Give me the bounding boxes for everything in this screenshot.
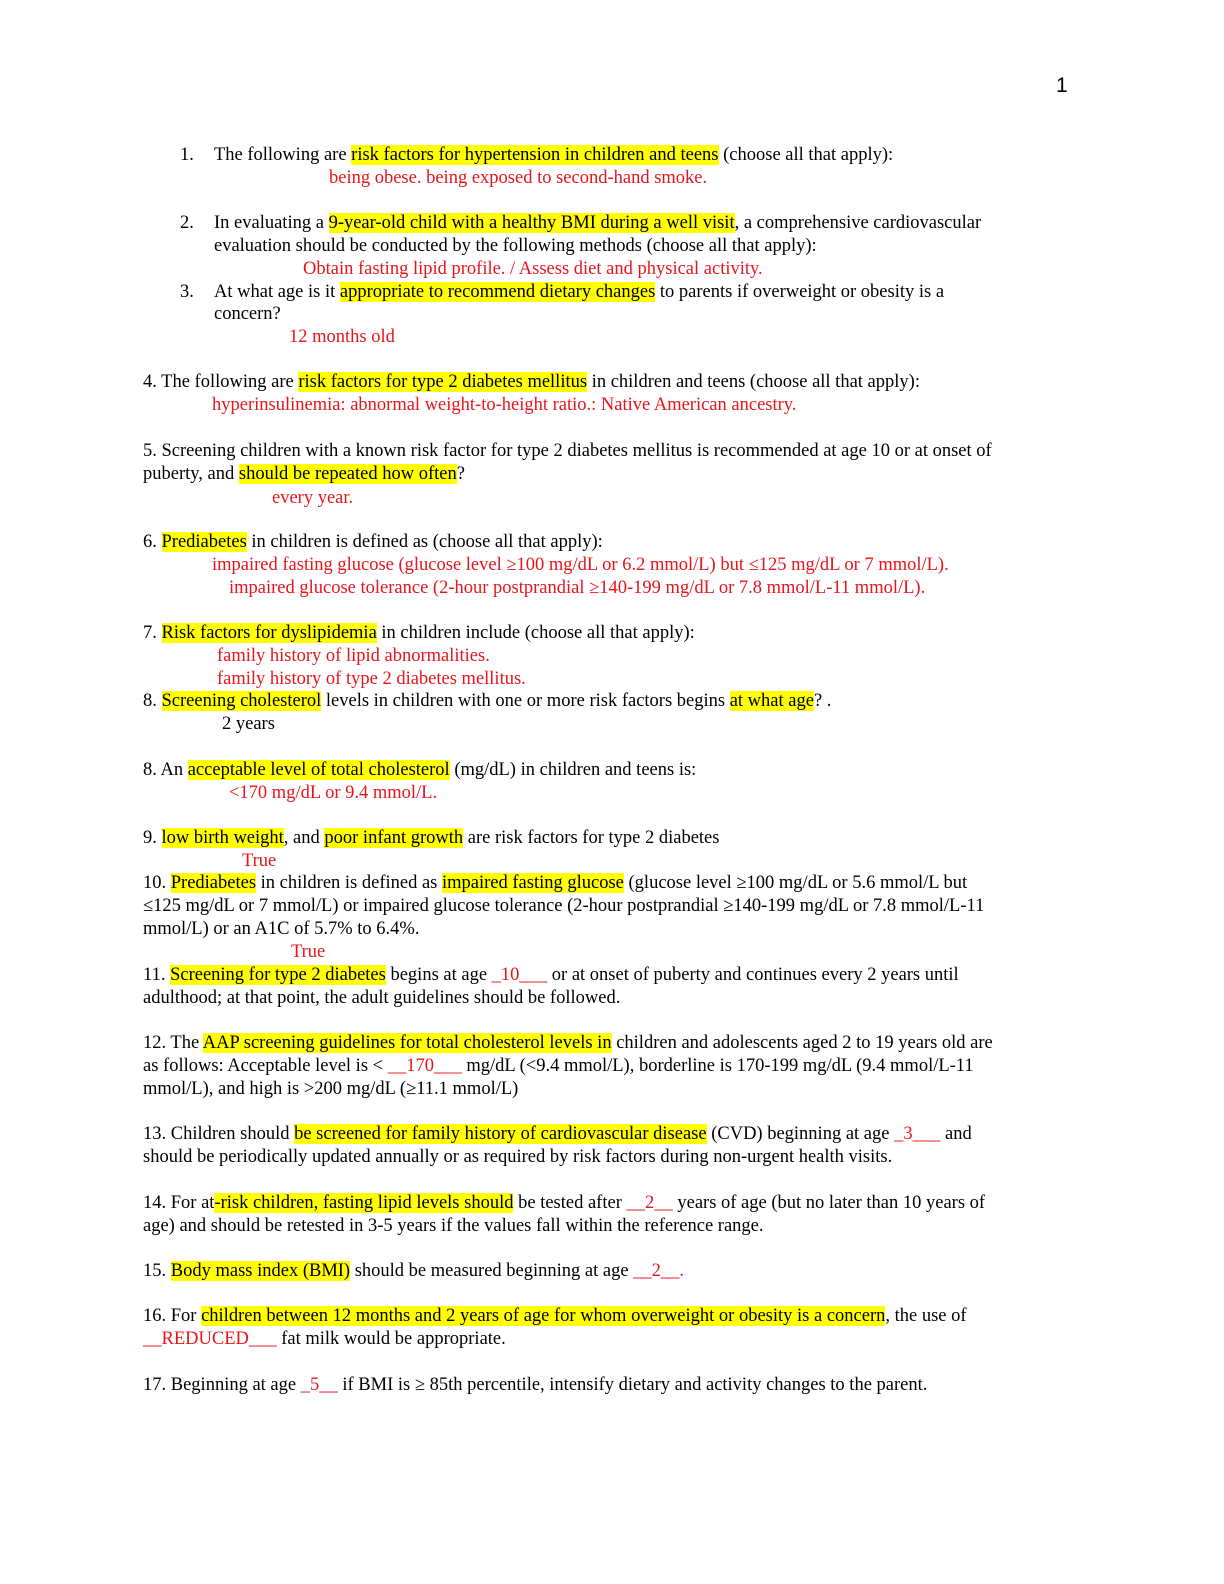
- answer-5: every year.: [272, 488, 354, 508]
- question-11-line-2: adulthood; at that point, the adult guidelines should be followed.: [143, 988, 621, 1008]
- question-14: 14. For at-risk children, fasting lipid levels should be tested after __2__ years of age (but no later than 10 years of: [143, 1193, 986, 1213]
- question-10-line-3: mmol/L) or an A1C of 5.7% to 6.4%.: [143, 919, 420, 939]
- question-4: 4. The following are risk factors for type 2 diabetes mellitus in children and teens (choose all that apply):: [143, 372, 920, 392]
- highlight: Prediabetes: [161, 532, 247, 552]
- answer-6-line-2: impaired glucose tolerance (2-hour postprandial ≥140-199 mg/dL or 7.8 mmol/L-11 mmol/L).: [229, 578, 926, 598]
- question-8b: 8. An acceptable level of total cholesterol (mg/dL) in children and teens is:: [143, 760, 697, 780]
- question-3: 3. At what age is it appropriate to recommend dietary changes to parents if overweight or obesity is a: [180, 282, 945, 302]
- question-17: 17. Beginning at age _5__ if BMI is ≥ 85th percentile, intensify dietary and activity changes to the parent.: [143, 1375, 928, 1395]
- question-5-line-2: puberty, and should be repeated how often?: [143, 464, 465, 484]
- answer-6-line-1: impaired fasting glucose (glucose level ≥100 mg/dL or 6.2 mmol/L) but ≤125 mg/dL or 7 mmol/L).: [212, 555, 949, 575]
- question-5-line-1: 5. Screening children with a known risk factor for type 2 diabetes mellitus is recommended at age 10 or at onset of: [143, 441, 992, 461]
- question-11: 11. Screening for type 2 diabetes begins at age _10___ or at onset of puberty and continues every 2 years until: [143, 965, 959, 985]
- highlight: Risk factors for dyslipidemia: [161, 623, 377, 643]
- answer-2: Obtain fasting lipid profile. / Assess diet and physical activity.: [303, 259, 763, 279]
- highlight: impaired fasting glucose: [442, 873, 624, 893]
- question-1: 1. The following are risk factors for hypertension in children and teens (choose all that apply):: [180, 145, 894, 165]
- answer-8a: 2 years: [222, 714, 275, 734]
- answer-9: True: [242, 851, 277, 871]
- question-14-line-2: age) and should be retested in 3-5 years if the values fall within the reference range.: [143, 1216, 764, 1236]
- question-10: 10. Prediabetes in children is defined as impaired fasting glucose (glucose level ≥100 mg/dL or 5.6 mmol/L but: [143, 873, 968, 893]
- highlight: should be repeated how often: [238, 464, 457, 484]
- question-1-number: 1.: [180, 145, 194, 165]
- question-2: 2. In evaluating a 9-year-old child with a healthy BMI during a well visit, a comprehensive cardiovascular: [180, 213, 982, 233]
- answer-blank: __REDUCED___: [143, 1329, 277, 1349]
- question-6: 6. Prediabetes in children is defined as (choose all that apply):: [143, 532, 603, 552]
- answer-10: True: [291, 942, 326, 962]
- answer-8b: <170 mg/dL or 9.4 mmol/L.: [229, 783, 438, 803]
- question-12-line-2: as follows: Acceptable level is < __170___ mg/dL (<9.4 mmol/L), borderline is 170-199 mg/dL (9.4 mmol/L-11: [143, 1056, 974, 1076]
- question-10-line-2: ≤125 mg/dL or 7 mmol/L) or impaired glucose tolerance (2-hour postprandial ≥140-199 mg/dL or 7.8 mmol/L-11: [143, 896, 985, 916]
- highlight: children between 12 months and 2 years of age for whom overweight or obesity is a concern: [201, 1306, 886, 1326]
- highlight: risk factors for hypertension in children and teens: [351, 145, 719, 165]
- question-3-number: 3.: [180, 282, 194, 302]
- question-16-line-2: __REDUCED___ fat milk would be appropriate.: [143, 1329, 506, 1349]
- question-13-line-2: should be periodically updated annually or as required by risk factors during non-urgent health visits.: [143, 1147, 893, 1167]
- answer-7-line-1: family history of lipid abnormalities.: [217, 646, 490, 666]
- answer-4: hyperinsulinemia: abnormal weight-to-height ratio.: Native American ancestry.: [212, 395, 797, 415]
- question-13: 13. Children should be screened for family history of cardiovascular disease (CVD) beginning at age _3___ and: [143, 1124, 972, 1144]
- answer-blank: _10___: [491, 965, 548, 985]
- answer-blank: _3___: [894, 1124, 941, 1144]
- highlight: 9-year-old child with a healthy BMI during a well visit: [328, 213, 735, 233]
- highlight: appropriate to recommend dietary changes: [339, 282, 656, 302]
- question-2-line-2: evaluation should be conducted by the following methods (choose all that apply):: [214, 236, 817, 256]
- highlight: Prediabetes: [170, 873, 257, 893]
- question-12: 12. The AAP screening guidelines for total cholesterol levels in children and adolescents aged 2 to 19 years old are: [143, 1033, 993, 1053]
- highlight: risk factors for type 2 diabetes mellitus: [298, 372, 588, 392]
- page-number: 1: [1056, 74, 1068, 97]
- answer-3: 12 months old: [289, 327, 395, 347]
- highlight: -risk children, fasting lipid levels should: [214, 1193, 514, 1213]
- highlight: AAP screening guidelines for total cholesterol levels in: [202, 1033, 612, 1053]
- highlight: Body mass index (BMI): [170, 1261, 351, 1281]
- question-2-number: 2.: [180, 213, 194, 233]
- question-9: 9. low birth weight, and poor infant growth are risk factors for type 2 diabetes: [143, 828, 720, 848]
- question-16: 16. For children between 12 months and 2 years of age for whom overweight or obesity is a concern, the use of: [143, 1306, 967, 1326]
- highlight: acceptable level of total cholesterol: [187, 760, 450, 780]
- answer-7-line-2: family history of type 2 diabetes mellitus.: [217, 669, 526, 689]
- answer-blank: __2__: [626, 1193, 673, 1213]
- highlight: Screening for type 2 diabetes: [170, 965, 386, 985]
- answer-1: being obese. being exposed to second-hand smoke.: [329, 168, 708, 188]
- answer-blank: _5__: [300, 1375, 338, 1395]
- highlight: low birth weight: [161, 828, 284, 848]
- answer-blank: __2__.: [633, 1261, 685, 1281]
- question-3-line-2: concern?: [214, 304, 281, 324]
- highlight: Screening cholesterol: [161, 691, 322, 711]
- question-8a: 8. Screening cholesterol levels in children with one or more risk factors begins at what age? .: [143, 691, 832, 711]
- answer-blank: __170___: [387, 1056, 462, 1076]
- highlight: at what age: [729, 691, 814, 711]
- highlight: poor infant growth: [324, 828, 464, 848]
- question-7: 7. Risk factors for dyslipidemia in children include (choose all that apply):: [143, 623, 695, 643]
- question-12-line-3: mmol/L), and high is >200 mg/dL (≥11.1 mmol/L): [143, 1079, 519, 1099]
- highlight: be screened for family history of cardiovascular disease: [294, 1124, 707, 1144]
- question-15: 15. Body mass index (BMI) should be measured beginning at age __2__.: [143, 1261, 685, 1281]
